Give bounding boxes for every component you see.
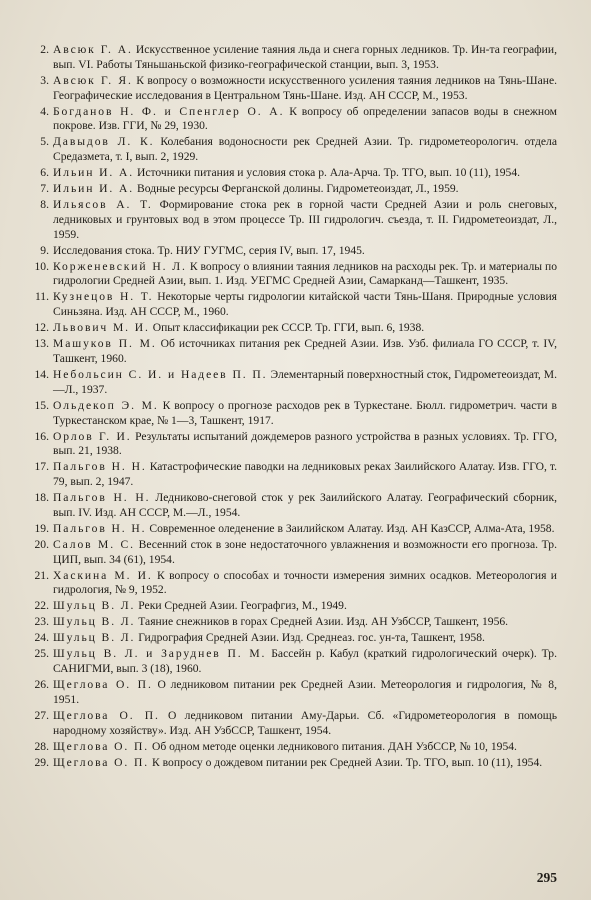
reference-author: Кузнецов Н. Т. [53, 290, 154, 304]
reference-entry [30, 198, 557, 242]
reference-entry [30, 647, 557, 677]
reference-citation: Формирование стока рек в горной части Средней Азии и роль снеговых, ледниковых и грунтовых вод в этом процессе Тр. III гидрологич. съезда, т. II. Гидрометеоиздат, Л., 1959. [53, 198, 557, 241]
reference-author: Пальгов Н. Н. [53, 460, 147, 474]
reference-author: Орлов Г. И. [53, 429, 132, 443]
reference-number: 23. [34, 615, 49, 629]
reference-citation: Водные ресурсы Ферганской долины. Гидрометеоиздат, Л., 1959. [134, 182, 459, 196]
reference-entry [30, 290, 557, 320]
reference-author: Львович М. И. [53, 321, 150, 335]
reference-author: Хаскина М. И. [53, 568, 153, 582]
reference-number: 5. [40, 135, 49, 149]
reference-number: 14. [34, 367, 49, 381]
reference-text [53, 182, 557, 197]
reference-citation: О ледниковом питании рек Средней Азии. Метеорология и гидрология, № 8, 1951. [53, 678, 557, 706]
reference-number: 9. [40, 243, 49, 257]
reference-author: Авсюк Г. Я. [53, 73, 133, 87]
reference-citation: К вопросу о влиянии таяния ледников на расходы рек. Тр. и материалы по гидрологии Средней Азии, вып. 1. Изд. УЕГМС Средней Азии, Самарканд—Ташкент, 1935. [53, 259, 557, 288]
reference-author: Щеглова О. П. [53, 708, 160, 722]
reference-entry [30, 740, 557, 755]
reference-number: 25. [34, 647, 49, 661]
reference-number: 7. [40, 182, 49, 196]
reference-text [53, 678, 557, 708]
reference-text [53, 430, 557, 460]
reference-number: 3. [40, 73, 49, 87]
reference-author: Щеглова О. П. [53, 755, 150, 769]
reference-text [53, 756, 557, 771]
reference-text [53, 522, 557, 537]
reference-number: 13. [34, 337, 49, 351]
reference-text [53, 599, 557, 614]
reference-entry [30, 260, 557, 290]
reference-citation: Исследования стока. Тр. НИУ ГУГМС, серия IV, вып. 17, 1945. [53, 243, 365, 257]
reference-citation: Бассейн р. Кабул (краткий гидрологический очерк). Тр. САНИГМИ, вып. 3 (18), 1960. [53, 647, 557, 676]
reference-text [53, 244, 557, 259]
reference-number: 17. [34, 460, 49, 474]
reference-entry [30, 631, 557, 646]
reference-author: Шульц В. Л. [53, 631, 136, 645]
reference-citation: Искусственное усиление таяния льда и снега горных ледников. Тр. Ин-та географии, вып. VI. Работы Тяньшаньской физико-географической станции, вып. 3, 1953. [53, 43, 557, 71]
reference-author: Давыдов Л. К. [53, 135, 155, 149]
reference-entry [30, 166, 557, 181]
reference-entry [30, 244, 557, 259]
reference-number: 4. [40, 104, 49, 118]
reference-text [53, 460, 557, 490]
reference-entry [30, 74, 557, 104]
reference-author: Пальгов Н. Н. [53, 491, 151, 505]
reference-citation: Источники питания и условия стока р. Ала-Арча. Тр. ТГО, вып. 10 (11), 1954. [134, 166, 521, 180]
reference-number: 16. [34, 429, 49, 443]
reference-number: 18. [34, 491, 49, 505]
reference-number: 2. [40, 43, 49, 56]
reference-author: Небольсин С. И. и Надеев П. П. [53, 367, 268, 381]
reference-author: Щеглова О. П. [53, 678, 153, 692]
reference-citation: Современное оледенение в Заилийском Алатау. Изд. АН КазССР, Алма-Ата, 1958. [146, 521, 555, 535]
reference-text [53, 198, 557, 242]
reference-entry [30, 599, 557, 614]
reference-number: 6. [40, 166, 49, 180]
reference-text [53, 105, 557, 135]
reference-author: Щеглова О. П. [53, 739, 150, 753]
reference-number: 29. [34, 755, 49, 769]
reference-entry [30, 105, 557, 135]
reference-citation: К вопросу о возможности искусственного усиления таяния ледников на Тянь-Шане. Географические исследования в Центральном Тянь-Шане. Изд. АН СССР, М., 1953. [53, 73, 557, 102]
reference-text [53, 290, 557, 320]
reference-number: 11. [34, 290, 49, 304]
reference-entry [30, 522, 557, 537]
reference-citation: К вопросу о прогнозе расходов рек в Туркестане. Бюлл. гидрометрич. части в Туркестанском крае, № 1—3, Ташкент, 1917. [53, 398, 557, 427]
reference-text [53, 321, 557, 336]
reference-text [53, 368, 557, 398]
reference-number: 26. [34, 678, 49, 692]
reference-number: 27. [34, 708, 49, 722]
reference-number: 28. [34, 739, 49, 753]
reference-entry [30, 182, 557, 197]
reference-text [53, 337, 557, 367]
reference-citation: К вопросу об определении запасов воды в снежном покрове. Изв. ГГИ, № 29, 1930. [53, 104, 557, 133]
reference-entry [30, 460, 557, 490]
reference-number: 19. [34, 521, 49, 535]
reference-author: Шульц В. Л. [53, 615, 136, 629]
reference-author: Ильин И. А. [53, 166, 135, 180]
reference-citation: Об одном методе оценки ледникового питания. ДАН УзбССР, № 10, 1954. [149, 739, 517, 753]
reference-citation: К вопросу о способах и точности измерения зимних осадков. Метеорология и гидрология, № 9, 1952. [53, 568, 558, 597]
reference-entry [30, 135, 557, 165]
reference-author: Салов М. С. [53, 537, 135, 551]
reference-citation: Об источниках питания рек Средней Азии. Изв. Узб. филиала ГО СССР, т. IV, Ташкент, 1960. [53, 337, 558, 365]
reference-citation: Ледниково-снеговой сток у рек Заилийского Алатау. Географический сборник, вып. IV. Изд. АН СССР, М.—Л., 1954. [53, 491, 557, 519]
reference-number: 20. [34, 537, 49, 551]
reference-text [53, 491, 557, 521]
reference-number: 15. [34, 398, 49, 412]
reference-citation: Весенний сток в зоне недостаточного увлажнения и возможности его прогноза. Тр. ЦИП, вып. 34 (61), 1954. [53, 537, 557, 566]
page-number: 295 [536, 870, 557, 885]
reference-author: Корженевский Н. Л. [53, 259, 187, 273]
reference-citation: Катастрофические паводки на ледниковых реках Заилийского Алатау. Изв. ГГО, т. 79, вып. 2, 1947. [53, 460, 557, 489]
reference-number: 21. [34, 568, 49, 582]
reference-author: Машуков П. М. [53, 337, 157, 351]
reference-text [53, 740, 557, 755]
reference-entry [30, 538, 557, 568]
reference-number: 24. [34, 631, 49, 645]
reference-entry [30, 491, 557, 521]
reference-text [53, 615, 557, 630]
reference-text [53, 166, 557, 181]
reference-text [53, 260, 557, 290]
reference-citation: Таяние снежников в горах Средней Азии. Изд. АН УзбССР, Ташкент, 1956. [135, 615, 509, 629]
reference-number: 10. [34, 259, 49, 273]
reference-list [30, 43, 557, 772]
reference-author: Шульц В. Л. [53, 599, 136, 613]
reference-number: 8. [40, 198, 49, 212]
reference-number: 12. [34, 321, 49, 335]
reference-text [53, 74, 557, 104]
reference-citation: Колебания водоносности рек Средней Азии. Тр. гидрометеорологич. отдела Средазмета, т. I, вып. 2, 1929. [53, 135, 557, 164]
reference-text [53, 647, 557, 677]
reference-entry [30, 321, 557, 336]
reference-entry [30, 615, 557, 630]
reference-citation: Реки Средней Азии. Географгиз, М., 1949. [135, 599, 347, 613]
reference-text [53, 569, 557, 599]
reference-citation: Гидрография Средней Азии. Изд. Среднеаз. гос. ун-та, Ташкент, 1958. [135, 631, 485, 645]
reference-entry [30, 399, 557, 429]
reference-entry [30, 678, 557, 708]
reference-author: Богданов Н. Ф. и Спенглер О. А. [53, 104, 285, 118]
reference-citation: Результаты испытаний дождемеров разного устройства в разных условиях. Тр. ГГО, вып. 21, 1938. [53, 429, 557, 458]
reference-text [53, 399, 557, 429]
reference-citation: Некоторые черты гидрологии китайской части Тянь-Шаня. Природные условия Синьзяна. Изд. АН СССР, М., 1960. [53, 290, 557, 319]
reference-text [53, 135, 557, 165]
reference-author: Авсюк Г. А. [53, 43, 133, 56]
reference-entry [30, 569, 557, 599]
reference-text [53, 709, 557, 739]
reference-entry [30, 43, 557, 73]
reference-text [53, 631, 557, 646]
reference-text [53, 43, 557, 73]
reference-citation: О ледниковом питании Аму-Дарьи. Сб. «Гидрометеорология в помощь народному хозяйству». Изд. АН УзбССР, Ташкент, 1954. [53, 708, 557, 737]
reference-number: 22. [34, 599, 49, 613]
reference-author: Ильин И. А. [53, 182, 135, 196]
reference-citation: Опыт классификации рек СССР. Тр. ГГИ, вып. 6, 1938. [149, 321, 425, 335]
reference-author: Ильясов А. Т. [53, 198, 153, 212]
reference-citation: К вопросу о дождевом питании рек Средней Азии. Тр. ТГО, вып. 10 (11), 1954. [149, 755, 543, 769]
reference-entry [30, 368, 557, 398]
reference-author: Ольдекоп Э. М. [53, 398, 159, 412]
reference-author: Пальгов Н. Н. [53, 521, 147, 535]
reference-author: Шульц В. Л. и Заруднев П. М. [53, 647, 267, 661]
reference-entry [30, 756, 557, 771]
reference-entry [30, 337, 557, 367]
reference-text [53, 538, 557, 568]
reference-citation: Элементарный поверхностный сток, Гидрометеоиздат, М.—Л., 1937. [53, 367, 557, 396]
reference-entry [30, 430, 557, 460]
reference-entry [30, 709, 557, 739]
